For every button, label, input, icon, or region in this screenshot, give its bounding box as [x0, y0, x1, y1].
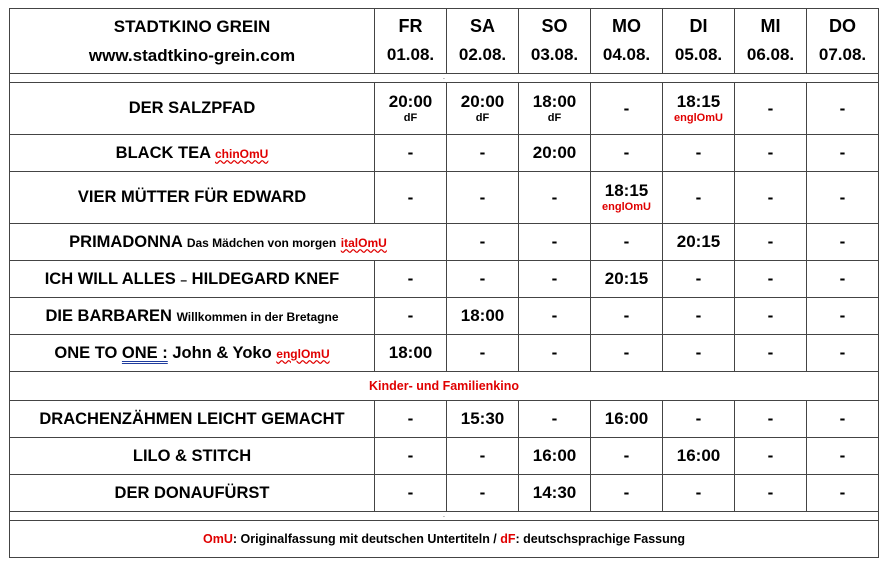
showtime-cell: 15:30: [447, 401, 519, 438]
legend-row: [10, 521, 879, 558]
legend-omu-key: OmU: [202, 532, 233, 546]
day-header: SO 03.08.: [519, 9, 591, 74]
showtime-cell: -: [807, 335, 879, 372]
film-row: [10, 83, 879, 135]
showtime-cell: -: [807, 172, 879, 224]
day-header: DI 05.08.: [663, 9, 735, 74]
film-title: ICH WILL ALLES: [44, 269, 176, 288]
showtime-cell: -: [591, 224, 663, 261]
film-title-cell: [10, 224, 447, 261]
showtime-cell: -: [375, 475, 447, 512]
showtime-cell: -: [735, 298, 807, 335]
film-row: [10, 224, 879, 261]
showtime-cell: -: [375, 401, 447, 438]
showtime-cell: -: [591, 135, 663, 172]
showtime-cell: -: [735, 335, 807, 372]
showtime-cell: -: [447, 135, 519, 172]
showtime-cell: -: [519, 401, 591, 438]
showtime-cell: -: [447, 172, 519, 224]
cinema-url: www.stadtkino-grein.com: [88, 46, 296, 65]
film-language-tag: englOmU: [276, 346, 330, 361]
film-title-cell: [10, 135, 375, 172]
film-title-cell: [10, 298, 375, 335]
showtime-cell: -: [807, 401, 879, 438]
showtime-cell: -: [735, 475, 807, 512]
film-row: [10, 335, 879, 372]
film-row: [10, 438, 879, 475]
showtime-cell: -: [735, 438, 807, 475]
header-row: [10, 9, 879, 74]
film-title: VIER MÜTTER FÜR EDWARD: [10, 172, 375, 224]
showtime-cell: -: [663, 172, 735, 224]
separator-dot: .: [10, 512, 879, 521]
showtime-cell: 20:15: [663, 224, 735, 261]
showtime-cell: 16:00: [519, 438, 591, 475]
showtime-cell: 20:15: [591, 261, 663, 298]
film-row: [10, 298, 879, 335]
film-title: DIE BARBAREN: [45, 306, 172, 325]
showtime-cell: 16:00: [591, 401, 663, 438]
showtime-cell: 18:15 englOmU: [591, 172, 663, 224]
film-title-cell: ICH WILL ALLES – HILDEGARD KNEF: [10, 261, 375, 298]
showtime-cell: -: [519, 298, 591, 335]
showtime-cell: -: [807, 224, 879, 261]
showtime-cell: -: [663, 135, 735, 172]
legend-df-key: dF: [500, 532, 516, 546]
showtime-cell: -: [735, 224, 807, 261]
film-title: DRACHENZÄHMEN LEICHT GEMACHT: [10, 401, 375, 438]
film-title: ONE TO: [54, 343, 118, 362]
cinema-title: STADTKINO GREIN: [113, 17, 271, 36]
showtime-cell: 20:00: [519, 135, 591, 172]
showtime-cell: 18:00 dF: [519, 83, 591, 135]
showtime-cell: -: [519, 261, 591, 298]
showtime-cell: -: [735, 135, 807, 172]
film-row: [10, 172, 879, 224]
legend-df-text: : deutschsprachige Fassung: [515, 532, 686, 546]
day-header: MO 04.08.: [591, 9, 663, 74]
showtime-cell: -: [591, 83, 663, 135]
showtime-cell: -: [591, 298, 663, 335]
showtime-cell: 18:00: [375, 335, 447, 372]
showtime-cell: -: [663, 261, 735, 298]
showtime-cell: -: [591, 335, 663, 372]
film-title-cell: ONE TO ONE : John & Yoko englOmU: [10, 335, 375, 372]
section-row: [10, 372, 879, 401]
showtime-cell: -: [735, 172, 807, 224]
schedule-table: [9, 8, 879, 558]
showtime-cell: -: [663, 335, 735, 372]
film-language-tag: italOmU: [340, 235, 387, 250]
day-header: SA 02.08.: [447, 9, 519, 74]
showtime-cell: -: [663, 475, 735, 512]
showtime-cell: -: [447, 335, 519, 372]
showtime-cell: -: [447, 475, 519, 512]
film-title-part: John & Yoko: [172, 343, 272, 362]
day-header: FR 01.08.: [375, 9, 447, 74]
film-language-tag: chinOmU: [214, 146, 269, 161]
showtime-cell: -: [735, 401, 807, 438]
film-row: [10, 135, 879, 172]
separator-row: [10, 74, 879, 83]
separator-dot: .: [10, 74, 879, 83]
showtime-cell: -: [807, 438, 879, 475]
film-title: DER DONAUFÜRST: [10, 475, 375, 512]
showtime-cell: -: [375, 261, 447, 298]
film-title: LILO & STITCH: [10, 438, 375, 475]
showtime-cell: -: [807, 83, 879, 135]
showtime-cell: 18:00: [447, 298, 519, 335]
film-subtitle: Das Mädchen von morgen: [186, 235, 337, 250]
showtime-cell: -: [519, 172, 591, 224]
film-title: PRIMADONNA: [69, 232, 183, 251]
showtime-cell: -: [519, 224, 591, 261]
showtime-cell: -: [663, 298, 735, 335]
showtime-cell: -: [807, 261, 879, 298]
showtime-cell: 18:15 englOmU: [663, 83, 735, 135]
showtime-cell: -: [375, 298, 447, 335]
separator-row: [10, 512, 879, 521]
showtime-cell: -: [447, 261, 519, 298]
film-title-part: HILDEGARD KNEF: [191, 269, 340, 288]
showtime-cell: -: [447, 224, 519, 261]
showtime-cell: -: [735, 261, 807, 298]
showtime-cell: -: [375, 172, 447, 224]
film-row: [10, 261, 879, 298]
showtime-cell: -: [807, 475, 879, 512]
legend-omu-text: : Originalfassung mit deutschen Untertiteln /: [232, 532, 501, 546]
film-title: DER SALZPFAD: [10, 83, 375, 135]
showtime-cell: -: [375, 438, 447, 475]
showtime-cell: -: [735, 83, 807, 135]
day-header: DO 07.08.: [807, 9, 879, 74]
film-title: BLACK TEA: [115, 143, 211, 162]
film-row: [10, 401, 879, 438]
film-row: [10, 475, 879, 512]
legend: [10, 521, 879, 558]
film-subtitle: Willkommen in der Bretagne: [176, 309, 339, 324]
showtime-cell: -: [375, 135, 447, 172]
showtime-cell: -: [807, 298, 879, 335]
showtime-cell: 20:00 dF: [447, 83, 519, 135]
section-label: Kinder- und Familienkino: [10, 372, 879, 401]
showtime-cell: -: [447, 438, 519, 475]
showtime-cell: 14:30: [519, 475, 591, 512]
showtime-cell: -: [591, 475, 663, 512]
showtime-cell: 16:00: [663, 438, 735, 475]
day-header: MI 06.08.: [735, 9, 807, 74]
showtime-cell: -: [663, 401, 735, 438]
showtime-cell: -: [519, 335, 591, 372]
showtime-cell: 20:00 dF: [375, 83, 447, 135]
showtime-cell: -: [807, 135, 879, 172]
cinema-header: [10, 9, 375, 74]
showtime-cell: -: [591, 438, 663, 475]
